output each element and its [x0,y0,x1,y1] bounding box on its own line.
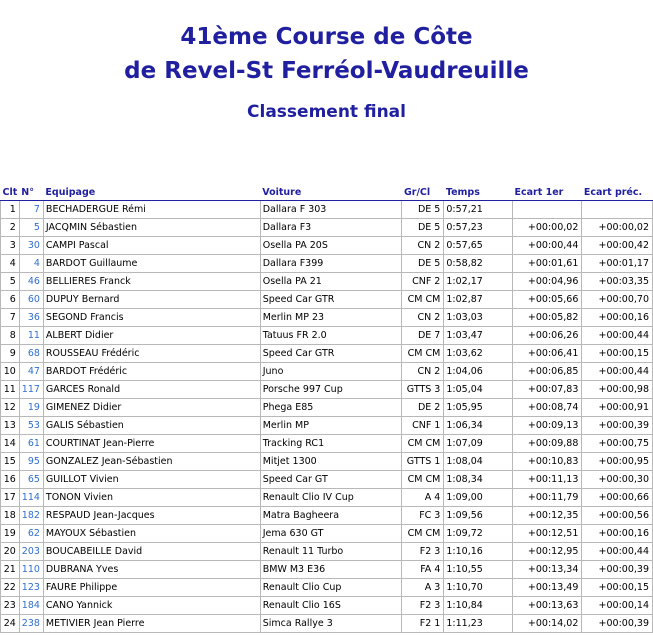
table-row [1,471,653,489]
group-class-cell: DE 2 [402,399,444,417]
time-cell: 1:03,03 [444,309,513,327]
driver-cell: DUPUY Bernard [43,291,260,309]
table-row [1,363,653,381]
time-cell: 1:04,06 [444,363,513,381]
rank-cell: 21 [1,561,20,579]
car-cell: Juno [260,363,402,381]
gap-first-cell: +00:12,51 [513,525,582,543]
time-cell: 0:58,82 [444,255,513,273]
gap-previous-cell: +00:00,70 [582,291,653,309]
rank-cell: 19 [1,525,20,543]
col-header-grcl: Gr/Cl [402,184,444,201]
group-class-cell: GTTS 3 [402,381,444,399]
gap-previous-cell [582,201,653,219]
time-cell: 0:57,21 [444,201,513,219]
driver-cell: RESPAUD Jean-Jacques [43,507,260,525]
gap-previous-cell: +00:00,30 [582,471,653,489]
driver-cell: BARDOT Frédéric [43,363,260,381]
table-row [1,291,653,309]
table-row [1,399,653,417]
gap-previous-cell: +00:00,16 [582,309,653,327]
driver-cell: BARDOT Guillaume [43,255,260,273]
results-table [0,184,653,633]
table-row [1,507,653,525]
table-row [1,579,653,597]
time-cell: 1:05,04 [444,381,513,399]
gap-previous-cell: +00:00,02 [582,219,653,237]
table-row [1,255,653,273]
driver-cell: GIMENEZ Didier [43,399,260,417]
time-cell: 1:11,23 [444,615,513,633]
car-cell: Osella PA 21 [260,273,402,291]
table-row [1,417,653,435]
group-class-cell: FC 3 [402,507,444,525]
gap-first-cell: +00:13,49 [513,579,582,597]
gap-previous-cell: +00:00,44 [582,543,653,561]
gap-previous-cell: +00:00,39 [582,615,653,633]
rank-cell: 15 [1,453,20,471]
gap-first-cell: +00:06,85 [513,363,582,381]
gap-previous-cell: +00:00,75 [582,435,653,453]
col-header-temps: Temps [444,184,513,201]
number-cell: 182 [19,507,43,525]
group-class-cell: CN 2 [402,309,444,327]
col-header-ecart-prec: Ecart préc. [582,184,653,201]
gap-first-cell: +00:11,79 [513,489,582,507]
driver-cell: BECHADERGUE Rémi [43,201,260,219]
car-cell: Speed Car GTR [260,291,402,309]
col-header-clt: Clt [1,184,20,201]
gap-first-cell: +00:14,02 [513,615,582,633]
rank-cell: 17 [1,489,20,507]
rank-cell: 16 [1,471,20,489]
group-class-cell: F2 1 [402,615,444,633]
rank-cell: 4 [1,255,20,273]
driver-cell: FAURE Philippe [43,579,260,597]
rank-cell: 1 [1,201,20,219]
gap-first-cell: +00:06,41 [513,345,582,363]
car-cell: Tracking RC1 [260,435,402,453]
time-cell: 1:07,09 [444,435,513,453]
table-row [1,327,653,345]
gap-previous-cell: +00:00,39 [582,417,653,435]
gap-first-cell: +00:06,26 [513,327,582,345]
driver-cell: TONON Vivien [43,489,260,507]
driver-cell: JACQMIN Sébastien [43,219,260,237]
time-cell: 1:02,87 [444,291,513,309]
rank-cell: 8 [1,327,20,345]
group-class-cell: GTTS 1 [402,453,444,471]
car-cell: Speed Car GTR [260,345,402,363]
time-cell: 1:10,55 [444,561,513,579]
number-cell: 95 [19,453,43,471]
car-cell: Renault Clio IV Cup [260,489,402,507]
time-cell: 1:08,34 [444,471,513,489]
table-row [1,615,653,633]
rank-cell: 13 [1,417,20,435]
number-cell: 62 [19,525,43,543]
driver-cell: METIVIER Jean Pierre [43,615,260,633]
car-cell: Dallara F3 [260,219,402,237]
gap-first-cell: +00:11,13 [513,471,582,489]
car-cell: Mitjet 1300 [260,453,402,471]
time-cell: 1:10,84 [444,597,513,615]
driver-cell: BELLIERES Franck [43,273,260,291]
gap-first-cell: +00:07,83 [513,381,582,399]
group-class-cell: DE 5 [402,219,444,237]
gap-first-cell: +00:00,02 [513,219,582,237]
page-title-line1: 41ème Course de Côte [180,24,473,50]
group-class-cell: F2 3 [402,543,444,561]
group-class-cell: FA 4 [402,561,444,579]
group-class-cell: CN 2 [402,363,444,381]
gap-first-cell: +00:09,88 [513,435,582,453]
number-cell: 110 [19,561,43,579]
time-cell: 1:02,17 [444,273,513,291]
gap-previous-cell: +00:01,17 [582,255,653,273]
gap-first-cell: +00:13,34 [513,561,582,579]
gap-previous-cell: +00:00,15 [582,345,653,363]
gap-previous-cell: +00:00,39 [582,561,653,579]
rank-cell: 14 [1,435,20,453]
group-class-cell: CNF 2 [402,273,444,291]
number-cell: 53 [19,417,43,435]
gap-first-cell: +00:09,13 [513,417,582,435]
driver-cell: SEGOND Francis [43,309,260,327]
gap-previous-cell: +00:00,14 [582,597,653,615]
rank-cell: 22 [1,579,20,597]
gap-previous-cell: +00:00,91 [582,399,653,417]
gap-previous-cell: +00:00,44 [582,327,653,345]
table-row [1,525,653,543]
rank-cell: 10 [1,363,20,381]
driver-cell: BOUCABEILLE David [43,543,260,561]
table-header-row [1,184,653,201]
group-class-cell: CN 2 [402,237,444,255]
table-row [1,489,653,507]
table-row [1,597,653,615]
number-cell: 46 [19,273,43,291]
gap-previous-cell: +00:00,15 [582,579,653,597]
rank-cell: 20 [1,543,20,561]
group-class-cell: F2 3 [402,597,444,615]
car-cell: Phega E85 [260,399,402,417]
rank-cell: 18 [1,507,20,525]
time-cell: 0:57,23 [444,219,513,237]
time-cell: 1:10,16 [444,543,513,561]
gap-previous-cell: +00:00,56 [582,507,653,525]
table-row [1,273,653,291]
gap-first-cell: +00:12,95 [513,543,582,561]
gap-previous-cell: +00:00,42 [582,237,653,255]
table-row [1,219,653,237]
car-cell: Dallara F 303 [260,201,402,219]
number-cell: 5 [19,219,43,237]
number-cell: 61 [19,435,43,453]
table-row [1,435,653,453]
number-cell: 203 [19,543,43,561]
number-cell: 4 [19,255,43,273]
group-class-cell: CNF 1 [402,417,444,435]
rank-cell: 5 [1,273,20,291]
car-cell: Matra Bagheera [260,507,402,525]
group-class-cell: CM CM [402,345,444,363]
car-cell: Renault 11 Turbo [260,543,402,561]
col-header-num: N° [19,184,43,201]
gap-first-cell: +00:01,61 [513,255,582,273]
group-class-cell: DE 5 [402,201,444,219]
gap-previous-cell: +00:00,66 [582,489,653,507]
time-cell: 1:09,00 [444,489,513,507]
time-cell: 1:03,47 [444,327,513,345]
group-class-cell: A 4 [402,489,444,507]
table-row [1,543,653,561]
rank-cell: 11 [1,381,20,399]
rank-cell: 7 [1,309,20,327]
car-cell: Simca Rallye 3 [260,615,402,633]
driver-cell: GONZALEZ Jean-Sébastien [43,453,260,471]
gap-previous-cell: +00:00,95 [582,453,653,471]
rank-cell: 24 [1,615,20,633]
car-cell: Porsche 997 Cup [260,381,402,399]
car-cell: Dallara F399 [260,255,402,273]
table-row [1,237,653,255]
driver-cell: GARCES Ronald [43,381,260,399]
number-cell: 238 [19,615,43,633]
page-subtitle: Classement final [247,102,406,122]
gap-first-cell: +00:04,96 [513,273,582,291]
time-cell: 1:09,72 [444,525,513,543]
rank-cell: 3 [1,237,20,255]
driver-cell: ALBERT Didier [43,327,260,345]
gap-previous-cell: +00:00,98 [582,381,653,399]
gap-previous-cell: +00:03,35 [582,273,653,291]
driver-cell: CANO Yannick [43,597,260,615]
col-header-equipage: Equipage [43,184,260,201]
driver-cell: GALIS Sébastien [43,417,260,435]
car-cell: Tatuus FR 2.0 [260,327,402,345]
driver-cell: COURTINAT Jean-Pierre [43,435,260,453]
gap-first-cell: +00:12,35 [513,507,582,525]
number-cell: 19 [19,399,43,417]
car-cell: Jema 630 GT [260,525,402,543]
number-cell: 60 [19,291,43,309]
time-cell: 0:57,65 [444,237,513,255]
number-cell: 30 [19,237,43,255]
rank-cell: 12 [1,399,20,417]
car-cell: Renault Clio Cup [260,579,402,597]
rank-cell: 2 [1,219,20,237]
number-cell: 11 [19,327,43,345]
car-cell: Speed Car GT [260,471,402,489]
gap-first-cell [513,201,582,219]
group-class-cell: DE 5 [402,255,444,273]
number-cell: 7 [19,201,43,219]
driver-cell: MAYOUX Sébastien [43,525,260,543]
gap-first-cell: +00:08,74 [513,399,582,417]
number-cell: 184 [19,597,43,615]
table-row [1,453,653,471]
group-class-cell: CM CM [402,525,444,543]
car-cell: Merlin MP [260,417,402,435]
col-header-ecart-1er: Ecart 1er [513,184,582,201]
car-cell: Merlin MP 23 [260,309,402,327]
table-row [1,345,653,363]
number-cell: 36 [19,309,43,327]
number-cell: 65 [19,471,43,489]
gap-first-cell: +00:00,44 [513,237,582,255]
driver-cell: DUBRANA Yves [43,561,260,579]
driver-cell: CAMPI Pascal [43,237,260,255]
time-cell: 1:03,62 [444,345,513,363]
time-cell: 1:08,04 [444,453,513,471]
group-class-cell: CM CM [402,471,444,489]
number-cell: 114 [19,489,43,507]
number-cell: 68 [19,345,43,363]
gap-previous-cell: +00:00,44 [582,363,653,381]
group-class-cell: A 3 [402,579,444,597]
gap-first-cell: +00:10,83 [513,453,582,471]
rank-cell: 23 [1,597,20,615]
time-cell: 1:10,70 [444,579,513,597]
gap-previous-cell: +00:00,16 [582,525,653,543]
car-cell: Osella PA 20S [260,237,402,255]
group-class-cell: CM CM [402,435,444,453]
number-cell: 47 [19,363,43,381]
number-cell: 117 [19,381,43,399]
car-cell: BMW M3 E36 [260,561,402,579]
table-row [1,561,653,579]
driver-cell: ROUSSEAU Frédéric [43,345,260,363]
table-row [1,201,653,219]
time-cell: 1:05,95 [444,399,513,417]
page-title-line2: de Revel-St Ferréol-Vaudreuille [124,58,529,84]
col-header-voiture: Voiture [260,184,402,201]
rank-cell: 9 [1,345,20,363]
time-cell: 1:06,34 [444,417,513,435]
car-cell: Renault Clio 16S [260,597,402,615]
group-class-cell: DE 7 [402,327,444,345]
table-row [1,309,653,327]
gap-first-cell: +00:05,66 [513,291,582,309]
driver-cell: GUILLOT Vivien [43,471,260,489]
rank-cell: 6 [1,291,20,309]
table-row [1,381,653,399]
gap-first-cell: +00:05,82 [513,309,582,327]
gap-first-cell: +00:13,63 [513,597,582,615]
group-class-cell: CM CM [402,291,444,309]
number-cell: 123 [19,579,43,597]
time-cell: 1:09,56 [444,507,513,525]
